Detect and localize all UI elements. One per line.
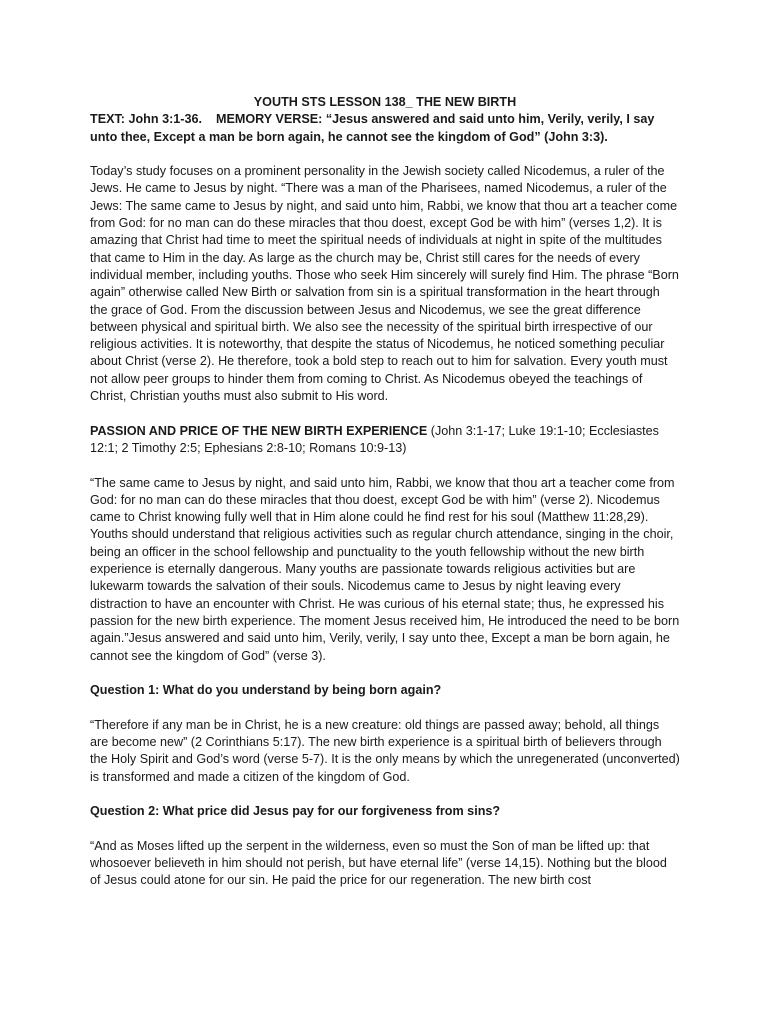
intro-paragraph: Today’s study focuses on a prominent personality in the Jewish society called Nicodemus, a ruler of the Jews. He came to Jesus by night. “There was a man of the Pharisees, named Nicodemus, a ruler of the Jews: The same came to Jesus by night, and said unto him, Rabbi, we know that thou art a teacher come from God: for no man can do these miracles that thou doest, except God be with him” (verses 1,2). It is amazing that Christ had time to meet the spiritual needs of individuals at night in spite of the multitudes that came to Him in the day. As large as the church may be, Christ still cares for the needs of every individual member, including youths. Those who seek Him sincerely will surely find Him. The phrase “Born again” otherwise called New Birth or salvation from sin is a spiritual transformation in the heart through the grace of God. From the discussion between Jesus and Nicodemus, we see the great difference between physical and spiritual birth. We also see the necessity of the spiritual birth irrespective of our religious activities. It is noteworthy, that despite the status of Nicodemus, he noticed something peculiar about Christ (verse 2). He therefore, took a bold step to reach out to him for salvation. Every youth must not allow peer groups to hinder them from coming to Christ. As Nicodemus obeyed the teachings of Christ, Christian youths must also submit to His word. [90,164,679,404]
answer-1-paragraph: “Therefore if any man be in Christ, he is a new creature: old things are passed away; behold, all things are become new” (2 Corinthians 5:17). The new birth experience is a spiritual birth of believers through the Holy Spirit and God’s word (verse 5-7). It is the only means by which the unregenerated (unconverted) is transformed and made a citizen of the kingdom of God. [90,717,680,784]
section-heading-paragraph [90,423,680,458]
section-heading: PASSION AND PRICE OF THE NEW BIRTH EXPERIENCE [90,423,428,438]
document-page [90,94,680,890]
lesson-title: YOUTH STS LESSON 138_ THE NEW BIRTH [253,95,517,109]
text-reference: TEXT: John 3:1-36. [90,112,202,127]
answer-2-paragraph: “And as Moses lifted up the serpent in the wilderness, even so must the Son of man be lifted up: that whosoever believeth in him should not perish, but have eternal life” (verse 14,15). Nothing but the blood of Jesus could atone for our sin. He paid the price for our regeneration. The new birth cost [90,838,667,888]
section-references: (John 3:1-17; Luke 19:1-10; Ecclesiastes 12:1; 2 Timothy 2:5; Ephesians 2:8-10; Romans 10:9-13) [90,423,659,455]
question-1: Question 1: What do you understand by being born again? [90,683,442,698]
question-2: Question 2: What price did Jesus pay for our forgiveness from sins? [90,804,501,819]
text-and-memory-verse [90,111,680,146]
memory-verse: MEMORY VERSE: “Jesus answered and said unto him, Verily, verily, I say unto thee, Except a man be born again, he cannot see the kingdom of God” (John 3:3). [90,112,655,144]
section-body-paragraph: “The same came to Jesus by night, and said unto him, Rabbi, we know that thou art a teacher come from God: for no man can do these miracles that thou doest, except God be with him” (verse 2). Nicodemus came to Christ knowing fully well that in Him alone could he find rest for his soul (Matthew 11:28,29). Youths should understand that religious activities such as regular church attendance, singing in the choir, being an officer in the school fellowship and punctuality to the youth fellowship without the new birth experience is eternally dangerous. Many youths are passionate towards religious activities but are lukewarm towards the salvation of their souls. Nicodemus came to Jesus by night leaving every distraction to have an encounter with Christ. He was curious of his eternal state; thus, he expressed his passion for the new birth experience. The moment Jesus received him, He introduced the need to be born again.”Jesus answered and said unto him, Verily, verily, I say unto thee, Except a man be born again, he cannot see the kingdom of God” (verse 3). [90,475,680,663]
